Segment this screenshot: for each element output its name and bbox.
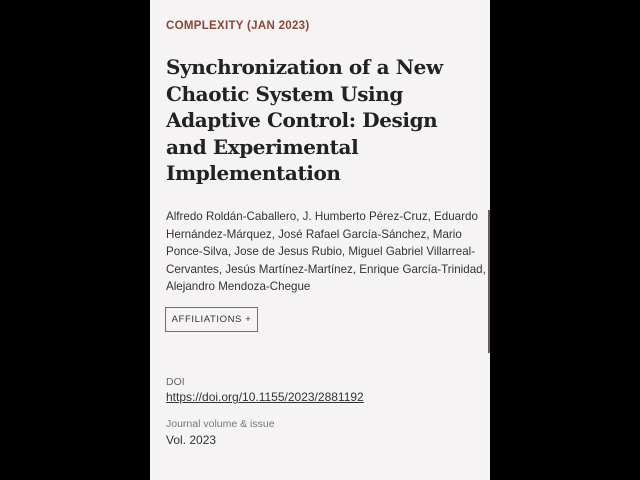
doi-label: DOI — [166, 376, 185, 388]
affiliations-button[interactable]: AFFILIATIONS + — [165, 307, 258, 332]
article-title: Synchronization of a New Chaotic System Using Adaptive Control: Design and Experimental Implementation — [166, 55, 443, 185]
author-list: Alfredo Roldán-Caballero, J. Humberto Pérez-Cruz, Eduardo Hernández-Márquez, José Rafael García-Sánchez, Mario Ponce-Silva, Jose de Jesus Rubio, Miguel Gabriel Villarreal-Cervantes, Jesús Martínez-Martínez, Enrique García-Trinidad, Alejandro Mendoza-Chegue — [166, 210, 486, 293]
article-panel — [150, 0, 490, 480]
journal-label: COMPLEXITY (JAN 2023) — [166, 20, 310, 32]
volume-value: Vol. 2023 — [166, 433, 217, 447]
volume-label: Journal volume & issue — [166, 418, 275, 430]
scrollbar[interactable] — [488, 210, 490, 353]
doi-link[interactable]: https://doi.org/10.1155/2023/2881192 — [166, 390, 364, 404]
